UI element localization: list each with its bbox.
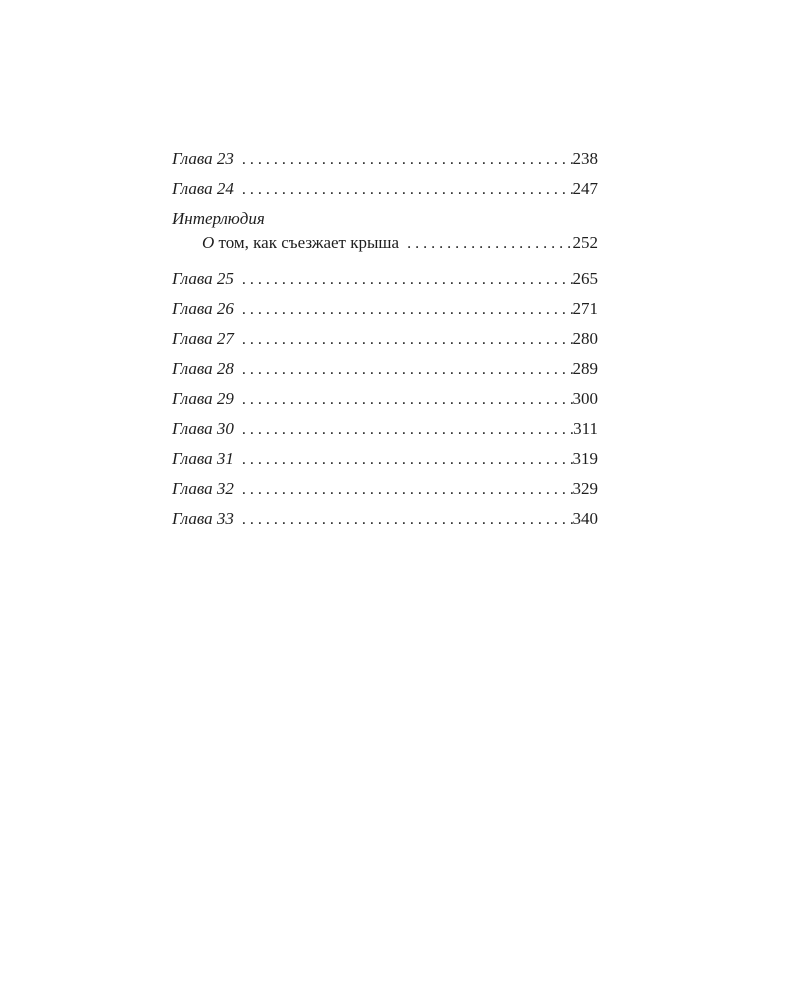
toc-entry[interactable] (172, 387, 598, 417)
toc-entry-title: Глава 29 (172, 389, 234, 408)
toc-entry-page: 311 (573, 419, 598, 438)
toc-entry-page: 265 (572, 269, 598, 288)
toc-entry-title: Глава 25 (172, 269, 234, 288)
toc-entry[interactable] (172, 327, 598, 357)
toc-interlude[interactable] (172, 207, 598, 267)
toc-entry-page: 238 (572, 149, 598, 168)
toc-entry-page: 340 (572, 509, 598, 528)
toc-entry-title: Глава 23 (172, 149, 234, 168)
toc-entry-title: Глава 27 (172, 329, 234, 348)
toc-entry-title: Глава 31 (172, 449, 234, 468)
toc-entry[interactable] (172, 417, 598, 447)
toc-entry-title: Глава 32 (172, 479, 234, 498)
toc-entry[interactable] (172, 357, 598, 387)
interlude-subtitle (202, 231, 407, 255)
toc-entry-page: 319 (572, 449, 598, 468)
toc-entry-page: 280 (572, 329, 598, 348)
interlude-subtitle-rest: том, как съезжает крыша (214, 233, 400, 252)
dot-leader (242, 388, 573, 412)
toc-entry[interactable] (172, 297, 598, 327)
dot-leader (242, 508, 573, 532)
dot-leader (242, 448, 573, 472)
dot-leader (407, 232, 572, 256)
table-of-contents (172, 147, 598, 537)
interlude-subtitle-lead: О (202, 233, 215, 252)
toc-entry-title: Глава 24 (172, 179, 234, 198)
dot-leader (242, 178, 573, 202)
toc-entry-page: 271 (572, 299, 598, 318)
toc-entry-page: 300 (572, 389, 598, 408)
interlude-heading: Интерлюдия (172, 209, 265, 228)
toc-entry-page: 247 (572, 179, 598, 198)
dot-leader (242, 418, 573, 442)
toc-entry-page: 289 (572, 359, 598, 378)
toc-entry[interactable] (172, 267, 598, 297)
dot-leader (242, 478, 573, 502)
toc-entry-title: Глава 26 (172, 299, 234, 318)
dot-leader (242, 268, 573, 292)
dot-leader (242, 328, 573, 352)
toc-entry[interactable] (172, 177, 598, 207)
toc-entry-title: Глава 30 (172, 419, 234, 438)
toc-entry-title: Глава 33 (172, 509, 234, 528)
toc-entry[interactable] (172, 147, 598, 177)
toc-entry-page: 329 (572, 479, 598, 498)
toc-entry-title: Глава 28 (172, 359, 234, 378)
toc-entry[interactable] (172, 477, 598, 507)
toc-entry[interactable] (172, 447, 598, 477)
toc-entry[interactable] (172, 507, 598, 537)
interlude-subentry (172, 231, 598, 267)
dot-leader (242, 298, 573, 322)
dot-leader (242, 148, 573, 172)
dot-leader (242, 358, 573, 382)
interlude-page: 252 (572, 233, 598, 252)
